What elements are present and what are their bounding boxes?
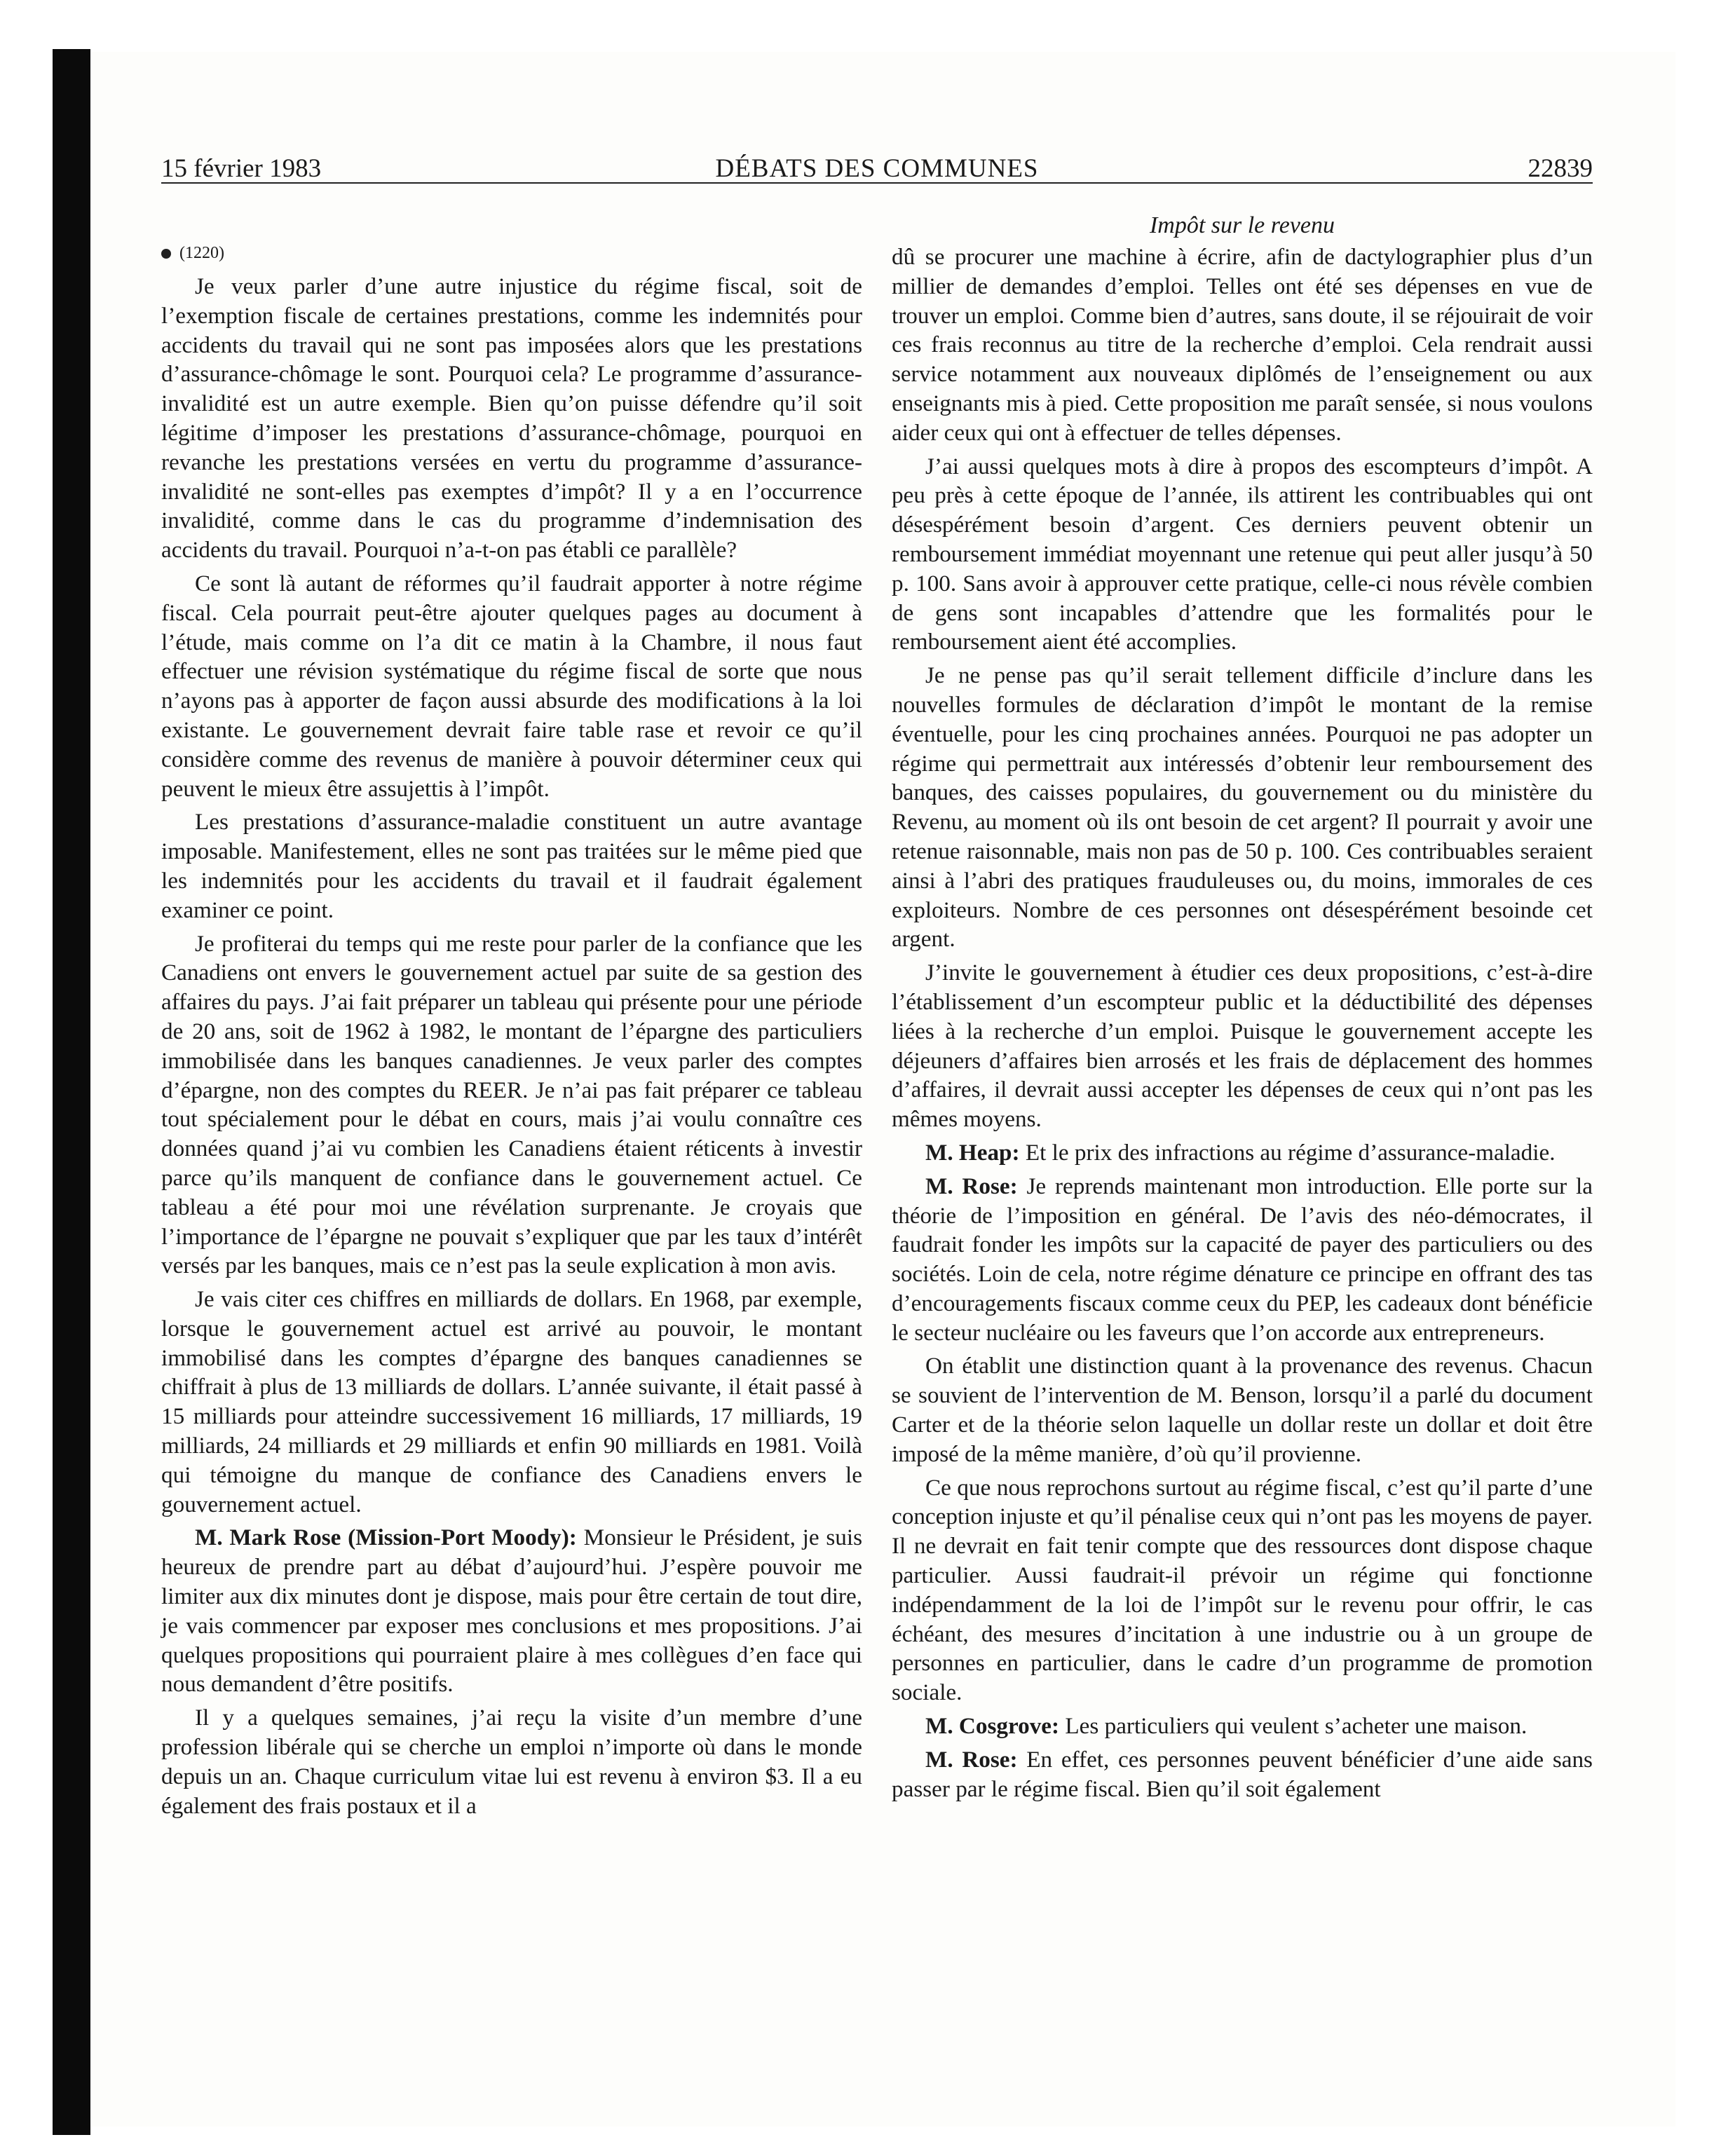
paragraph-text: Il y a quelques semaines, j’ai reçu la visite d’un membre d’une profession libérale qui se cherche un emploi n’importe où dans le monde depuis un an. Chaque curriculum vitae lui est revenu à environ $3. Il a eu également des frais postaux et il a	[161, 1705, 862, 1819]
paragraph-text: Et le prix des infractions au régime d’assurance-maladie.	[1019, 1139, 1556, 1166]
paragraph	[892, 1473, 1593, 1707]
speech-paragraph	[892, 1172, 1593, 1348]
speaker-name: M. Cosgrove:	[925, 1713, 1060, 1740]
speaker-name: M. Rose:	[925, 1746, 1018, 1773]
paragraph-text: En effet, ces personnes peuvent bénéficier d’une aide sans passer par le régime fiscal. Bien qu’il soit également	[892, 1746, 1593, 1802]
paragraph	[892, 452, 1593, 657]
paragraph-text: On établit une distinction quant à la provenance des revenus. Chacun se souvient de l’intervention de M. Benson, lorsqu’il a parlé du document Carter et de la théorie selon laquelle un dollar reste un dollar et doit être imposé de la même manière, d’où qu’il provienne.	[892, 1353, 1593, 1467]
paragraph-text: Je veux parler d’une autre injustice du régime fiscal, soit de l’exemption fiscale de certaines prestations, comme les indemnités pour accidents du travail qui ne sont pas imposées alors que les prestations d’assurance-chômage le sont. Pourquoi cela? Le programme d’assurance-invalidité est un autre exemple. Bien qu’on puisse défendre qu’il soit légitime d’imposer les prestations d’assurance-chômage, pourquoi en revanche les prestations versées en vertu du programme d’assurance-invalidité ne sont-elles pas exemptes d’impôt? Il y a en l’occurrence invalidité, comme dans le cas du programme d’indemnisation des accidents du travail. Pourquoi n’a-t-on pas établi ce parallèle?	[161, 273, 862, 564]
paragraph-text: Les particuliers qui veulent s’acheter une maison.	[1059, 1713, 1528, 1740]
paragraph	[161, 929, 862, 1281]
page-number: 22839	[1528, 154, 1593, 183]
paragraph	[161, 272, 862, 565]
paragraph-text: Monsieur le Président, je suis heureux de prendre part au débat d’aujourd’hui. J’espère pouvoir me limiter aux dix minutes dont je dispose, mais pour être certain de tout dire, je vais commencer par exposer mes conclusions et mes propositions. J’ai quelques propositions qui pourraient plaire à mes collègues d’en face qui nous demandent d’être positifs.	[161, 1524, 862, 1698]
paragraph	[892, 958, 1593, 1134]
paragraph-text: Je profiterai du temps qui me reste pour parler de la confiance que les Canadiens ont envers le gouvernement actuel par suite de sa gestion des affaires du pays. J’ai fait préparer un tableau qui présente pour une période de 20 ans, soit de 1962 à 1982, le montant de l’épargne des particuliers immobilisée dans les banques canadiennes. Je veux parler des comptes d’épargne, non des comptes du REER. Je n’ai pas fait préparer ce tableau tout spécialement pour le débat en cours, mais j’ai voulu connaître ces données quand j’ai vu combien les Canadiens étaient réticents à investir parce qu’ils manquent de confiance dans le gouvernement actuel. Ce tableau a été pour moi une révélation surprenante. Je croyais que l’importance de l’épargne ne pouvait s’expliquer que par les taux d’intérêt versés par les banques, mais ce n’est pas la seule explication à mon avis.	[161, 930, 862, 1279]
paragraph-text: Les prestations d’assurance-maladie constituent un autre avantage imposable. Manifestement, elles ne sont pas traitées sur le même pied que les indemnités pour les accidents du travail et il faudrait également examiner ce point.	[161, 809, 862, 923]
bullet-icon	[161, 249, 171, 259]
time-marker-label: (1220)	[179, 244, 224, 262]
speech-paragraph	[892, 1712, 1593, 1741]
paragraph	[161, 1703, 862, 1820]
header-rule	[161, 182, 1593, 184]
speaker-name: M. Heap:	[925, 1139, 1020, 1166]
right-column	[892, 210, 1593, 1808]
paragraph	[161, 807, 862, 925]
scan-edge	[53, 49, 90, 2135]
speaker-name: M. Rose:	[925, 1173, 1018, 1199]
paragraph	[161, 569, 862, 803]
paragraph	[161, 1285, 862, 1519]
paragraph-text: Je reprends maintenant mon introduction. Elle porte sur la théorie de l’imposition en général. De l’avis des néo-démocrates, il faudrait fonder les impôts sur la capacité de payer des particuliers ou des sociétés. Loin de cela, notre régime dénature ce principe en offrant des tas d’encouragements fiscaux comme ceux du PEP, les cadeaux dont bénéficie le secteur nucléaire ou les faveurs que l’on accorde aux entrepreneurs.	[892, 1173, 1593, 1346]
speech-paragraph	[892, 1138, 1593, 1168]
header-title: DÉBATS DES COMMUNES	[715, 154, 1039, 183]
left-column	[161, 210, 862, 1824]
running-head: Impôt sur le revenu	[1149, 212, 1335, 238]
paragraph	[892, 1351, 1593, 1468]
header-date: 15 février 1983	[161, 154, 322, 183]
paragraph	[892, 661, 1593, 954]
speaker-name: M. Mark Rose (Mission-Port Moody):	[195, 1524, 577, 1551]
paragraph-text: Ce sont là autant de réformes qu’il faudrait apporter à notre régime fiscal. Cela pourrait peut-être ajouter quelques pages au document à l’étude, mais comme on l’a dit ce matin à la Chambre, il nous faut effectuer une révision systématique du régime fiscal de sorte que nous n’ayons pas à apporter de façon aussi absurde des modifications à la loi existante. Le gouvernement devrait faire table rase et revoir ce qu’il considère comme des revenus de manière à pouvoir déterminer ceux qui peuvent le mieux être assujettis à l’impôt.	[161, 570, 862, 802]
paragraph-text: Je ne pense pas qu’il serait tellement difficile d’inclure dans les nouvelles formules de déclaration d’impôt le montant de la remise éventuelle, pour les cinq prochaines années. Pourquoi ne pas adopter un régime qui permettrait aux intéressés d’obtenir leur remboursement des banques, des caisses populaires, du gouvernement ou du ministère du Revenu, au moment où ils ont besoin de cet argent? Il pourrait y avoir une retenue raisonnable, mais non pas de 50 p. 100. Ces contribuables seraient ainsi à l’abri des pratiques frauduleuses ou, du moins, immorales de ces exploiteurs. Nombre de ces personnes ont désespérément besoinde cet argent.	[892, 662, 1593, 953]
speech-paragraph	[892, 1745, 1593, 1804]
paragraph-text: dû se procurer une machine à écrire, afin de dactylographier plus d’un millier de demandes d’emploi. Telles ont été ses dépenses en vue de trouver un emploi. Comme bien d’autres, sans doute, il se réjouirait de voir ces frais reconnus au titre de la recherche d’emploi. Cela rendrait aussi service notamment aux nouveaux diplômés de l’enseignement ou aux enseignants mis à pied. Cette proposition me paraît sensée, si nous voulons aider ceux qui ont à effectuer de telles dépenses.	[892, 244, 1593, 446]
time-marker	[161, 241, 862, 265]
paragraph-continued	[892, 243, 1593, 448]
paragraph-text: J’ai aussi quelques mots à dire à propos des escompteurs d’impôt. A peu près à cette époque de l’année, ils attirent les contribuables qui ont désespérément besoin d’argent. Ces derniers peuvent obtenir un remboursement immédiat moyennant une retenue qui peut aller jusqu’à 50 p. 100. Sans avoir à approuver cette pratique, celle-ci nous révèle combien de gens sont incapables d’attendre que les formalités pour le remboursement aient été accomplies.	[892, 453, 1593, 655]
paragraph-text: Je vais citer ces chiffres en milliards de dollars. En 1968, par exemple, lorsque le gouvernement actuel est arrivé au pouvoir, le montant immobilisé dans les comptes d’épargne des banques canadiennes se chiffrait à plus de 13 milliards de dollars. L’année suivante, il était passé à 15 milliards pour atteindre successivement 16 milliards, 17 milliards, 19 milliards, 24 milliards et 29 milliards et enfin 90 milliards en 1981. Voilà qui témoigne du manque de confiance des Canadiens envers le gouvernement actuel.	[161, 1286, 862, 1517]
speech-paragraph	[161, 1523, 862, 1699]
paragraph-text: Ce que nous reprochons surtout au régime fiscal, c’est qu’il parte d’une conception injuste et qu’il pénalise ceux qui n’ont pas les moyens de payer. Il ne devrait en fait tenir compte que des ressources dont dispose chaque particulier. Aussi faudrait-il prévoir un régime qui fonctionne indépendamment de la loi de l’impôt sur le revenu pour offrir, le cas échéant, des mesures d’incitation à une industrie ou à un groupe de personnes en particulier, dans le cadre d’un programme de promotion sociale.	[892, 1474, 1593, 1706]
paragraph-text: J’invite le gouvernement à étudier ces deux propositions, c’est-à-dire l’établissement d’un escompteur public et la déductibilité des dépenses liées à la recherche d’un emploi. Puisque le gouvernement accepte les déjeuners d’affaires bien arrosés et les frais de déplacement des hommes d’affaires, il devrait aussi accepter les dépenses de ceux qui n’ont pas les mêmes moyens.	[892, 960, 1593, 1133]
